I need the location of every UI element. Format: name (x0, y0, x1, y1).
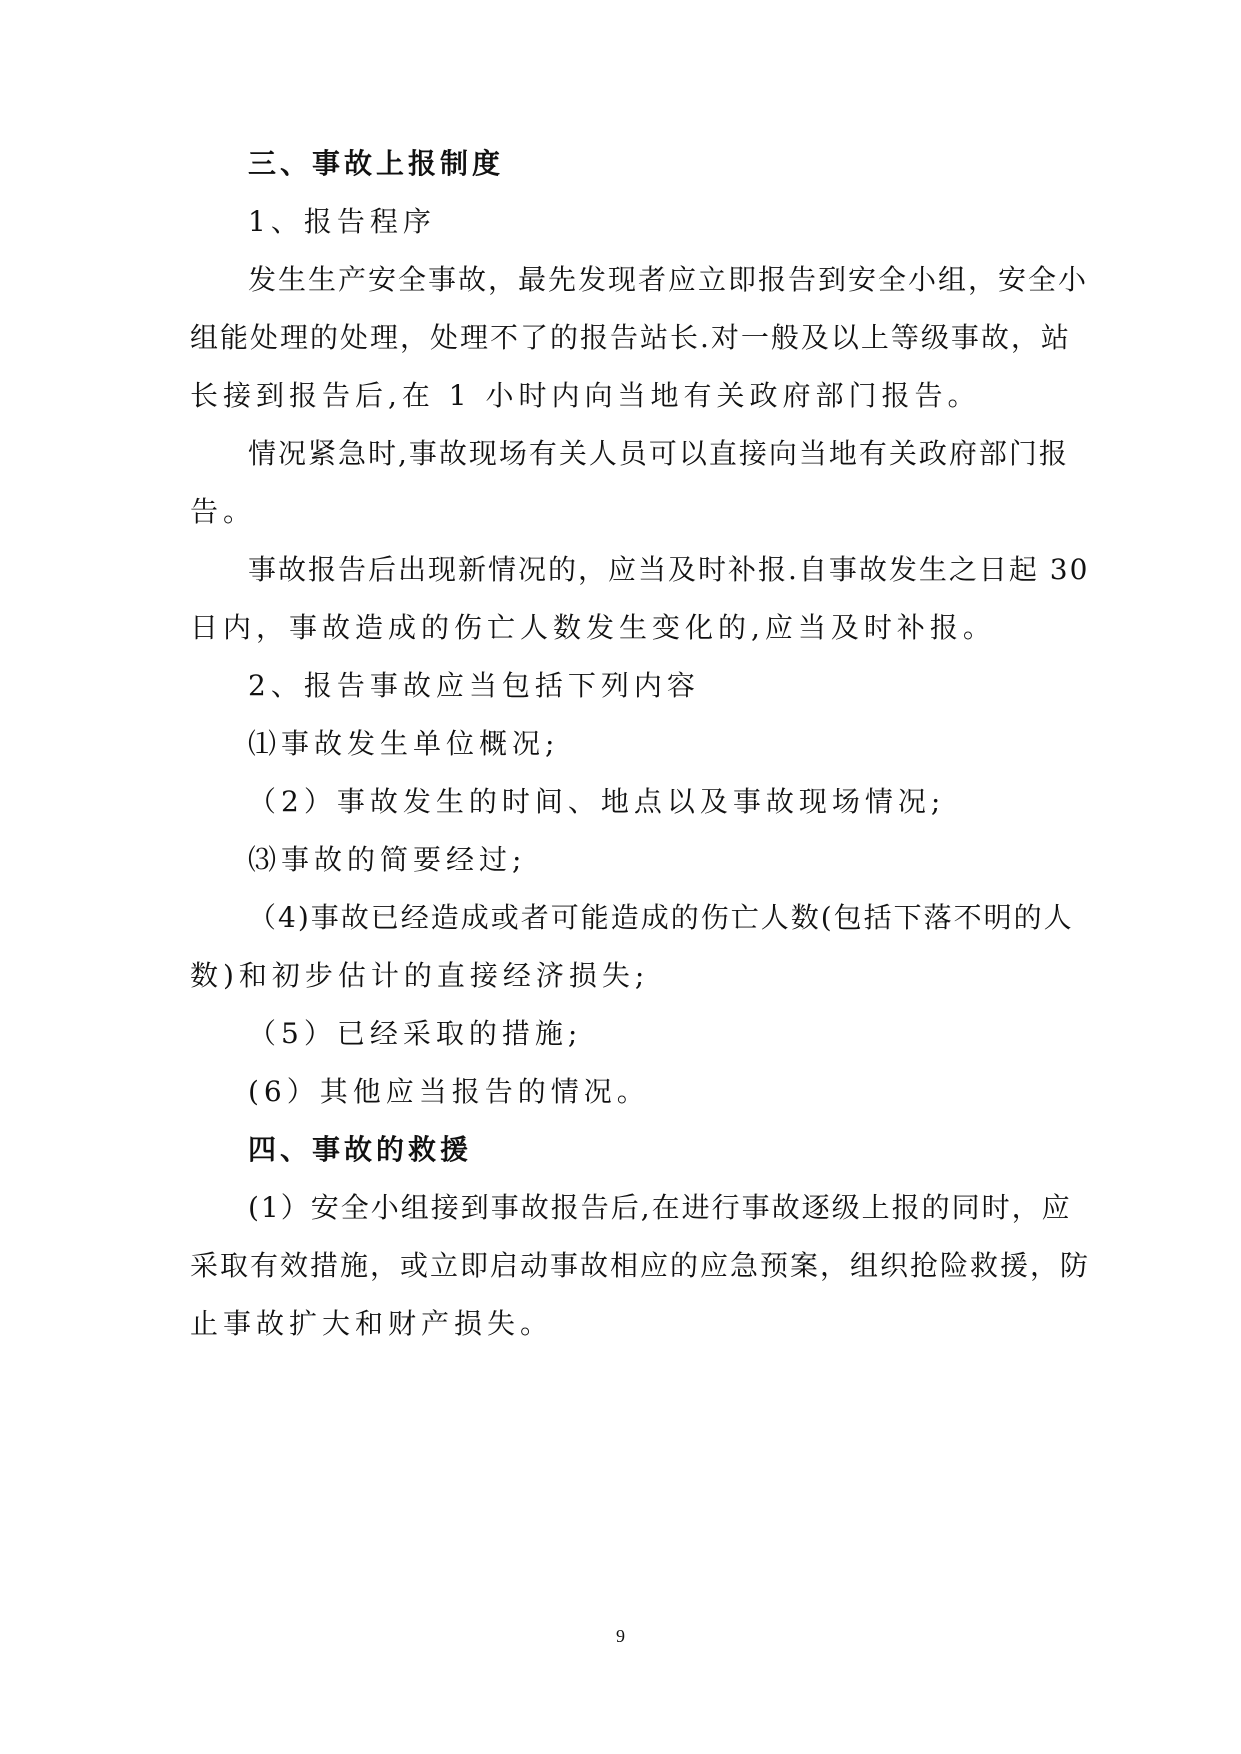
section-3-heading: 三、事故上报制度 (248, 147, 505, 180)
paragraph-line: 告。 (190, 495, 257, 528)
subsection-1-title: 1、报告程序 (248, 205, 436, 238)
list-item: （2）事故发生的时间、地点以及事故现场情况; (248, 785, 946, 818)
list-item: ⑴事故发生单位概况; (248, 727, 560, 760)
paragraph-line: 事故报告后出现新情况的，应当及时补报.自事故发生之日起 30 (248, 553, 1090, 586)
paragraph-line: 日内，事故造成的伤亡人数发生变化的,应当及时补报。 (190, 611, 996, 644)
list-item: ⑶事故的简要经过; (248, 843, 527, 876)
list-item: (6）其他应当报告的情况。 (248, 1075, 650, 1108)
page-number: 9 (616, 1626, 625, 1646)
list-item: （5）已经采取的措施; (248, 1017, 583, 1050)
list-item: （4)事故已经造成或者可能造成的伤亡人数(包括下落不明的人 (248, 901, 1074, 934)
section-4-heading: 四、事故的救援 (248, 1133, 473, 1166)
list-item-continuation: 数)和初步估计的直接经济损失; (190, 959, 650, 992)
paragraph-line: 组能处理的处理，处理不了的报告站长.对一般及以上等级事故，站 (190, 321, 1071, 354)
paragraph-line: 止事故扩大和财产损失。 (190, 1307, 554, 1340)
paragraph-line: 情况紧急时,事故现场有关人员可以直接向当地有关政府部门报 (248, 437, 1069, 470)
paragraph-line: 发生生产安全事故，最先发现者应立即报告到安全小组，安全小 (248, 263, 1089, 296)
subsection-2-title: 2、报告事故应当包括下列内容 (248, 669, 700, 702)
paragraph-line: 采取有效措施，或立即启动事故相应的应急预案，组织抢险救援，防 (190, 1249, 1091, 1282)
paragraph-line: (1）安全小组接到事故报告后,在进行事故逐级上报的同时，应 (248, 1191, 1072, 1224)
paragraph-line: 长接到报告后,在 1 小时内向当地有关政府部门报告。 (190, 379, 981, 412)
